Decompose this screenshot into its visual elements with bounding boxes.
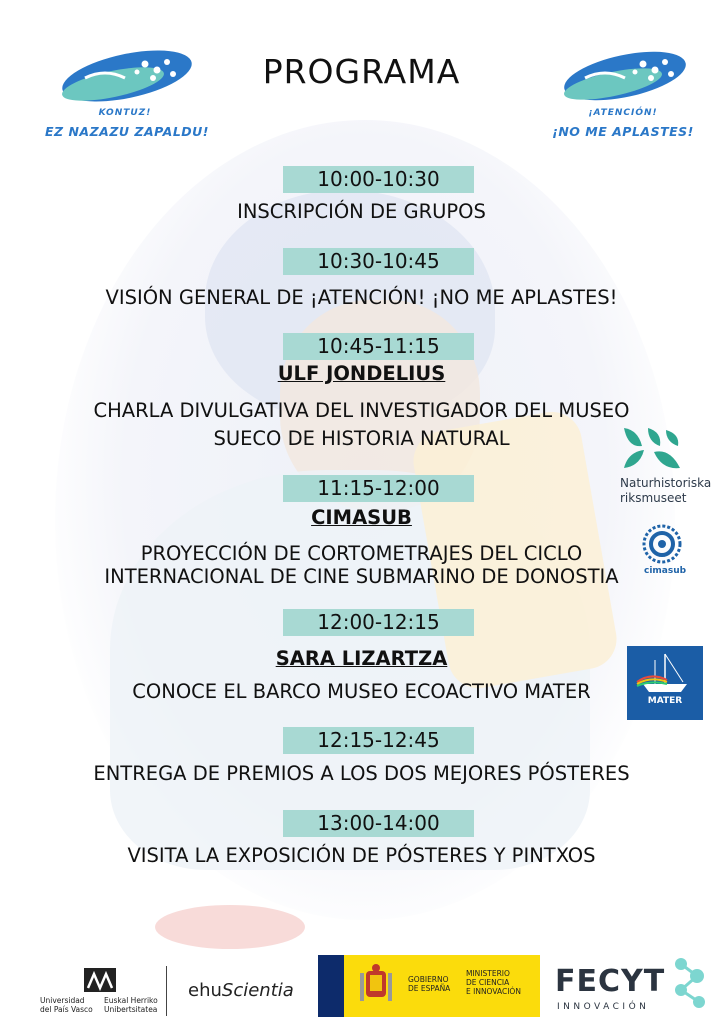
time-slot-7: 13:00-14:00 (283, 810, 474, 837)
item-4-line-2: INTERNACIONAL DE CINE SUBMARINO DE DONOSTIA (104, 565, 619, 588)
nrm-text (620, 476, 711, 506)
fecyt-subtitle: INNOVACIÓN (557, 1002, 650, 1012)
item-2-line-1: VISIÓN GENERAL DE ¡ATENCIÓN! ¡NO ME APLASTES! (105, 286, 618, 309)
item-3-line-2: SUECO DE HISTORIA NATURAL (213, 427, 510, 450)
gob-line2: DE ESPAÑA (408, 984, 451, 993)
mater-text: MATER (647, 696, 683, 706)
cimasub-text: cimasub (644, 566, 687, 576)
time-slot-2: 10:30-10:45 (283, 248, 474, 275)
ehu-scientia-logo (188, 980, 294, 1001)
item-6-line-1: ENTREGA DE PREMIOS A LOS DOS MEJORES PÓSTERES (93, 762, 630, 785)
footer-divider (166, 966, 167, 1016)
spiral-icon (630, 524, 690, 568)
ministerio-text (466, 969, 521, 996)
fecyt-logo (555, 964, 723, 1024)
min-line1: MINISTERIO (466, 969, 510, 978)
upv-ehu-logo (40, 964, 160, 1024)
atencion-line2: ¡NO ME APLASTES! (552, 124, 694, 139)
gobierno-text (408, 975, 450, 993)
item-3-line-1: CHARLA DIVULGATIVA DEL INVESTIGADOR DEL MUSEO (93, 399, 630, 422)
upv-text-es (40, 996, 93, 1014)
time-slot-4: 11:15-12:00 (283, 475, 474, 502)
upv-emblem-icon (80, 964, 120, 994)
nrm-mark-icon (618, 424, 688, 474)
cimasub-logo (630, 524, 708, 594)
speaker-cimasub: CIMASUB (311, 506, 412, 529)
footer-logos (0, 950, 723, 1024)
upv-es-line2: del País Vasco (40, 1005, 93, 1014)
ehu-text: ehu (188, 980, 222, 1001)
item-7-line-1: VISITA LA EXPOSICIÓN DE PÓSTERES Y PINTXOS (127, 844, 596, 867)
molecule-icon (667, 954, 717, 1014)
upv-es-line1: Universidad (40, 996, 85, 1005)
speaker-sara-lizartza: SARA LIZARTZA (275, 647, 448, 670)
item-4-line-1: PROYECCIÓN DE CORTOMETRAJES DEL CICLO (140, 542, 583, 565)
upv-text-eu (104, 996, 158, 1014)
boat-icon (627, 646, 703, 696)
upv-eu-line1: Euskal Herriko (104, 996, 158, 1005)
upv-eu-line2: Unibertsitatea (104, 1005, 158, 1014)
min-line3: E INNOVACIÓN (466, 987, 521, 996)
gob-line1: GOBIERNO (408, 975, 449, 984)
item-1-line-1: INSCRIPCIÓN DE GRUPOS (237, 200, 486, 223)
speaker-ulf-jondelius: ULF JONDELIUS (277, 362, 446, 385)
scientia-text: Scientia (221, 980, 294, 1001)
nrm-line1: Naturhistoriska (620, 476, 712, 490)
page-title: PROGRAMA (262, 52, 461, 91)
time-slot-1: 10:00-10:30 (283, 166, 474, 193)
fecyt-title: FECYT (555, 964, 666, 999)
gobierno-logo (318, 955, 540, 1017)
atencion-line1: ¡ATENCIÓN! (588, 108, 658, 118)
eu-flag (318, 955, 344, 1017)
coat-of-arms-icon (356, 963, 396, 1009)
naturhistoriska-logo (618, 424, 718, 514)
item-5-line-1: CONOCE EL BARCO MUSEO ECOACTIVO MATER (132, 680, 591, 703)
nrm-line2: riksmuseet (620, 491, 687, 505)
mater-logo (627, 646, 703, 720)
time-slot-5: 12:00-12:15 (283, 609, 474, 636)
time-slot-6: 12:15-12:45 (283, 727, 474, 754)
time-slot-3: 10:45-11:15 (283, 333, 474, 360)
kontuz-line2: EZ NAZAZU ZAPALDU! (45, 124, 210, 139)
min-line2: DE CIENCIA (466, 978, 510, 987)
kontuz-line1: KONTUZ! (98, 108, 152, 118)
